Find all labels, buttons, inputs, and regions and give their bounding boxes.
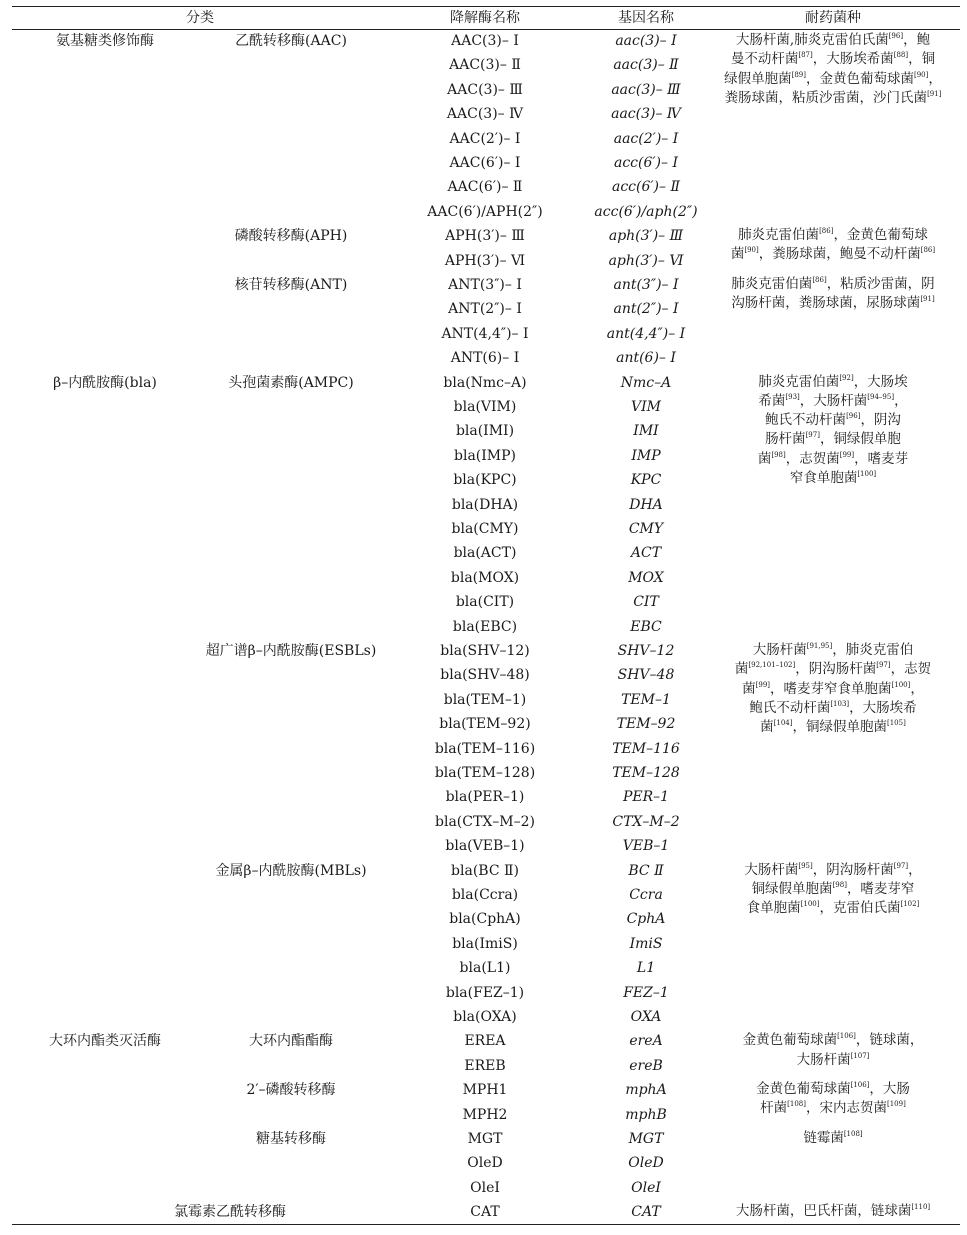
species-text: ，嗜麦芽 xyxy=(854,450,909,467)
resistant-species xyxy=(722,1080,944,1119)
species-text: 大肠杆菌 xyxy=(744,861,799,878)
gene-name: Nmc–A xyxy=(620,374,672,391)
reference-superscript: [98] xyxy=(832,880,847,889)
category-label: 氯霉素乙酰转移酶 xyxy=(174,1204,286,1221)
gene-name: aac(3)– Ⅰ xyxy=(615,33,677,49)
gene-name: aac(3)– Ⅱ xyxy=(613,57,679,74)
subcategory-label: 磷酸转移酶(APH) xyxy=(234,228,348,245)
enzyme-name: bla(SHV–12) xyxy=(440,643,530,659)
species-text: 菌 xyxy=(757,450,772,467)
gene-name: acc(6′)– Ⅱ xyxy=(611,179,680,196)
species-text: 菌 xyxy=(760,719,774,736)
enzyme-name: ANT(6)– Ⅰ xyxy=(450,350,520,367)
enzyme-name: bla(KPC) xyxy=(453,472,517,489)
gene-name: SHV–48 xyxy=(617,667,675,684)
reference-superscript: [96] xyxy=(888,32,904,40)
species-text: 大肠杆菌,肺炎克雷伯氏菌 xyxy=(735,32,889,48)
reference-superscript: [107] xyxy=(850,1051,870,1060)
resistant-line xyxy=(722,275,944,294)
enzyme-name: bla(IMP) xyxy=(454,447,516,464)
gene-name: ant(3″)– Ⅰ xyxy=(613,277,679,293)
species-text: ，大肠 xyxy=(869,1081,910,1098)
gene-name: ImiS xyxy=(629,935,663,952)
resistant-line xyxy=(722,1051,944,1070)
resistant-line xyxy=(722,1031,944,1050)
reference-superscript: [90] xyxy=(744,246,759,255)
reference-superscript: [102] xyxy=(900,900,920,909)
species-text: ，金黄色葡萄球 xyxy=(833,227,928,244)
species-text: ，铜绿假单胞菌 xyxy=(792,719,887,736)
resistant-line xyxy=(722,899,944,918)
resistant-line xyxy=(722,660,944,679)
enzyme-name: bla(PER–1) xyxy=(445,789,525,806)
species-text: ，克雷伯氏菌 xyxy=(819,900,901,917)
enzyme-name: APH(3′)– Ⅲ xyxy=(445,228,525,245)
resistant-line xyxy=(722,718,944,737)
resistant-species xyxy=(722,861,944,919)
species-text: ， xyxy=(894,392,908,409)
species-text: ， xyxy=(908,861,922,878)
enzyme-name: bla(CMY) xyxy=(451,521,519,537)
enzyme-name: bla(TEM–128) xyxy=(434,765,536,781)
reference-superscript: [88] xyxy=(893,51,909,60)
enzyme-name: MGT xyxy=(467,1131,503,1147)
enzyme-name: MPH2 xyxy=(462,1106,508,1123)
enzyme-name: CAT xyxy=(470,1204,500,1221)
species-text: ，链球菌， xyxy=(855,1032,924,1049)
subcategory-label: 超广谱β–内酰胺酶(ESBLs) xyxy=(205,643,377,659)
species-text: ，志贺菌 xyxy=(785,450,840,467)
resistant-line xyxy=(722,70,944,89)
reference-superscript: [99] xyxy=(755,680,771,689)
resistant-species xyxy=(722,275,944,314)
gene-name: BC Ⅱ xyxy=(628,862,664,879)
gene-name: Ccra xyxy=(629,887,663,903)
bottom-rule xyxy=(12,1224,960,1225)
enzyme-name: bla(TEM–116) xyxy=(434,740,536,757)
species-text: ，粘质沙雷菌，阴 xyxy=(826,276,935,292)
gene-name: CphA xyxy=(626,911,666,928)
species-text: ，大肠埃希菌 xyxy=(812,51,894,68)
reference-superscript: [86] xyxy=(920,246,936,255)
enzyme-name: MPH1 xyxy=(462,1082,508,1099)
gene-name: aph(3′)– Ⅲ xyxy=(608,228,684,245)
gene-name: VIM xyxy=(631,399,661,415)
enzyme-name: EREA xyxy=(464,1033,506,1050)
reference-superscript: [95] xyxy=(798,861,813,870)
reference-superscript: [91] xyxy=(920,295,935,304)
enzyme-name: bla(DHA) xyxy=(451,496,519,513)
subcategory-label: 大环内酯酯酶 xyxy=(249,1033,333,1050)
gene-name: VEB–1 xyxy=(622,838,670,855)
gene-name: acc(6′)/aph(2″) xyxy=(594,203,698,220)
header-resistant: 耐药菌种 xyxy=(805,10,861,26)
species-text: ，嗜麦芽窄食单胞菌 xyxy=(770,680,892,697)
gene-name: aac(3)– Ⅳ xyxy=(611,106,681,123)
subcategory-label: 糖基转移酶 xyxy=(256,1131,326,1147)
gene-name: DHA xyxy=(629,496,663,513)
resistant-line xyxy=(722,89,944,108)
species-text: 肺炎克雷伯菌 xyxy=(731,276,813,292)
enzyme-name: bla(TEM–1) xyxy=(443,691,527,708)
species-text: ，宋内志贺菌 xyxy=(806,1100,887,1117)
gene-name: IMI xyxy=(633,423,659,440)
category-label: β–内酰胺酶(bla) xyxy=(53,374,157,391)
species-text: ， xyxy=(928,70,942,87)
resistant-species xyxy=(722,226,944,265)
gene-name: FEZ–1 xyxy=(623,984,669,1001)
reference-superscript: [100] xyxy=(891,680,911,689)
enzyme-name: AAC(6′)– Ⅱ xyxy=(447,179,523,196)
species-text: 窄食单胞菌 xyxy=(789,470,858,487)
enzyme-name: ANT(3″)– Ⅰ xyxy=(448,277,522,293)
reference-superscript: [100] xyxy=(800,900,820,909)
resistant-line xyxy=(722,1099,944,1118)
resistant-line xyxy=(722,50,944,69)
enzyme-name: bla(FEZ–1) xyxy=(445,984,525,1001)
gene-name: aph(3′)– Ⅵ xyxy=(608,252,684,269)
reference-superscript: [106] xyxy=(837,1032,856,1041)
gene-name: EBC xyxy=(630,618,662,635)
reference-superscript: [86] xyxy=(819,227,834,236)
species-text: 鲍氏不动杆菌 xyxy=(765,412,847,429)
reference-superscript: [93] xyxy=(785,392,800,401)
gene-name: CIT xyxy=(633,594,659,611)
resistant-line xyxy=(722,1080,944,1099)
species-text: 粪肠球菌，粘质沙雷菌，沙门氏菌 xyxy=(724,89,928,106)
reference-superscript: [96] xyxy=(846,412,861,421)
species-text: 大肠杆菌 xyxy=(752,642,807,658)
reference-superscript: [87] xyxy=(798,51,813,60)
gene-name: TEM–1 xyxy=(621,691,671,708)
species-text: ，金黄色葡萄球菌 xyxy=(806,70,914,87)
reference-superscript: [97] xyxy=(805,431,820,440)
enzyme-name: bla(VEB–1) xyxy=(445,838,525,855)
species-text: 大肠杆菌，巴氏杆菌，链球菌 xyxy=(735,1203,912,1220)
species-text: ，阴沟肠杆菌 xyxy=(812,861,894,878)
reference-superscript: [99] xyxy=(839,450,855,459)
resistant-line xyxy=(722,430,944,449)
enzyme-name: AAC(6′)– Ⅰ xyxy=(449,155,521,171)
enzyme-name: OleD xyxy=(467,1155,503,1172)
gene-name: KPC xyxy=(630,472,662,489)
reference-superscript: [109] xyxy=(887,1100,906,1109)
resistant-line xyxy=(722,1202,944,1221)
reference-superscript: [90] xyxy=(914,70,929,79)
resistant-line xyxy=(722,226,944,245)
enzyme-name: AAC(6′)/APH(2″) xyxy=(427,203,543,220)
resistant-species xyxy=(722,1031,944,1070)
reference-superscript: [104] xyxy=(773,719,793,728)
reference-superscript: [91,95] xyxy=(806,642,833,650)
species-text: 金黄色葡萄球菌 xyxy=(742,1032,838,1049)
reference-superscript: [110] xyxy=(911,1203,931,1212)
species-text: 链霉菌 xyxy=(803,1130,844,1146)
resistant-species xyxy=(722,1202,944,1221)
gene-name: ant(6)– Ⅰ xyxy=(616,350,676,367)
reference-superscript: [89] xyxy=(791,70,806,79)
enzyme-name: bla(TEM–92) xyxy=(439,716,531,733)
gene-name: mphA xyxy=(625,1082,667,1099)
resistant-line xyxy=(722,373,944,392)
resistant-line xyxy=(722,392,944,411)
resistant-line xyxy=(722,411,944,430)
reference-superscript: [108] xyxy=(843,1130,863,1138)
resistant-line xyxy=(722,680,944,699)
resistant-line xyxy=(722,450,944,469)
enzyme-name: bla(Ccra) xyxy=(451,887,519,903)
species-text: ，铜绿假单胞 xyxy=(819,431,901,448)
gene-name: ant(4,4″)– Ⅰ xyxy=(606,325,686,342)
enzyme-name: bla(IMI) xyxy=(455,423,515,440)
subcategory-label: 头孢菌素酶(AMPC) xyxy=(228,374,354,391)
reference-superscript: [91] xyxy=(927,89,942,98)
species-text: 希菌 xyxy=(758,392,786,409)
reference-superscript: [94–95] xyxy=(867,392,895,401)
gene-name: TEM–128 xyxy=(612,765,680,781)
enzyme-name: bla(ImiS) xyxy=(452,935,518,952)
gene-name: MOX xyxy=(628,569,664,586)
species-text: ，阴沟 xyxy=(860,412,901,429)
gene-name: ereA xyxy=(629,1033,663,1050)
gene-name: PER–1 xyxy=(622,789,670,806)
species-text: 肺炎克雷伯菌 xyxy=(738,227,820,244)
species-text: 菌 xyxy=(730,246,745,263)
resistant-line xyxy=(722,861,944,880)
gene-name: ereB xyxy=(629,1057,663,1074)
resistant-line xyxy=(722,1129,944,1148)
species-text: ，大肠杆菌 xyxy=(799,392,868,409)
enzyme-name: bla(ACT) xyxy=(453,545,517,562)
species-text: ，铜 xyxy=(908,51,936,68)
resistant-species xyxy=(722,373,944,489)
enzyme-name: bla(CIT) xyxy=(455,594,515,611)
species-text: 肠杆菌 xyxy=(765,431,806,448)
gene-name: ACT xyxy=(630,545,662,562)
header-category: 分类 xyxy=(186,10,214,26)
gene-name: OleI xyxy=(631,1179,661,1196)
species-text: ，大肠埃希 xyxy=(849,699,917,716)
resistant-line xyxy=(722,880,944,899)
enzyme-name: bla(L1) xyxy=(459,960,511,977)
reference-superscript: [100] xyxy=(857,470,877,479)
gene-name: acc(6′)– Ⅰ xyxy=(613,155,679,171)
enzyme-name: AAC(3)– Ⅱ xyxy=(449,57,521,74)
species-text: ，肺炎克雷伯 xyxy=(832,642,914,658)
gene-name: OXA xyxy=(630,1009,662,1025)
enzyme-name: bla(BC Ⅱ) xyxy=(451,862,519,879)
gene-name: aac(2′)– Ⅰ xyxy=(613,130,679,147)
resistant-species xyxy=(722,1129,944,1148)
species-text: ，大肠埃 xyxy=(853,373,908,390)
reference-superscript: [105] xyxy=(887,719,906,728)
gene-name: CAT xyxy=(631,1204,661,1221)
enzyme-name: bla(Nmc–A) xyxy=(443,374,527,391)
species-text: 杆菌 xyxy=(760,1100,788,1117)
enzyme-name: bla(MOX) xyxy=(450,569,520,586)
species-text: 铜绿假单胞菌 xyxy=(751,880,833,897)
gene-name: OleD xyxy=(628,1155,664,1172)
species-text: 金黄色葡萄球菌 xyxy=(756,1081,851,1098)
species-text: 鲍氏不动杆菌 xyxy=(749,699,831,716)
reference-superscript: [92,101–102] xyxy=(748,661,796,670)
species-text: 菌 xyxy=(742,680,756,697)
species-text: 大肠杆菌 xyxy=(796,1051,851,1068)
enzyme-name: ANT(2″)– Ⅰ xyxy=(448,301,522,318)
enzyme-name: AAC(3)– Ⅰ xyxy=(451,33,519,49)
gene-name: MGT xyxy=(628,1131,664,1147)
enzyme-name: OleI xyxy=(470,1179,500,1196)
enzyme-name: bla(SHV–48) xyxy=(440,667,530,684)
subcategory-label: 乙酰转移酶(AAC) xyxy=(235,33,347,49)
resistant-line xyxy=(722,641,944,660)
species-text: ，阴沟肠杆菌 xyxy=(795,661,877,678)
gene-name: CTX–M–2 xyxy=(612,813,680,830)
category-label: 氨基糖类修饰酶 xyxy=(56,33,154,49)
resistant-line xyxy=(722,31,944,50)
reference-superscript: [92] xyxy=(839,373,854,382)
subcategory-label: 核苷转移酶(ANT) xyxy=(234,277,348,293)
subcategory-label: 金属β–内酰胺酶(MBLs) xyxy=(215,862,367,879)
species-text: ，嗜麦芽窄 xyxy=(846,880,915,897)
enzyme-name: bla(EBC) xyxy=(452,618,518,635)
species-text: ，志贺 xyxy=(890,661,932,678)
enzyme-name: EREB xyxy=(464,1057,506,1074)
species-text: ，鲍 xyxy=(903,32,931,48)
species-text: 沟肠杆菌，粪肠球菌，尿肠球菌 xyxy=(731,295,921,312)
header-enzyme: 降解酶名称 xyxy=(450,10,520,26)
species-text: 曼不动杆菌 xyxy=(730,51,799,68)
gene-name: ant(2″)– Ⅰ xyxy=(613,301,679,318)
species-text: 菌 xyxy=(734,661,749,678)
species-text: ，粪肠球菌，鲍曼不动杆菌 xyxy=(758,246,921,263)
species-text: ， xyxy=(910,680,924,697)
resistant-line xyxy=(722,469,944,488)
enzyme-name: APH(3′)– Ⅵ xyxy=(444,252,526,269)
reference-superscript: [98] xyxy=(771,450,786,459)
reference-superscript: [108] xyxy=(787,1100,806,1109)
enzyme-name: AAC(3)– Ⅳ xyxy=(446,106,524,123)
enzyme-name: bla(VIM) xyxy=(453,399,517,415)
gene-name: SHV–12 xyxy=(617,643,675,659)
gene-name: IMP xyxy=(631,447,661,464)
enzyme-name: AAC(3)– Ⅲ xyxy=(447,81,523,98)
species-text: 食单胞菌 xyxy=(746,900,801,917)
resistant-species xyxy=(722,641,944,737)
reference-superscript: [97] xyxy=(876,661,891,670)
enzyme-name: AAC(2′)– Ⅰ xyxy=(449,130,521,147)
resistant-line xyxy=(722,699,944,718)
resistant-line xyxy=(722,294,944,313)
species-text: 肺炎克雷伯菌 xyxy=(758,373,840,390)
subcategory-label: 2′–磷酸转移酶 xyxy=(246,1082,336,1099)
reference-superscript: [86] xyxy=(812,276,827,284)
resistant-species xyxy=(722,31,944,108)
gene-name: L1 xyxy=(636,960,656,977)
reference-superscript: [106] xyxy=(850,1081,870,1090)
enzyme-name: bla(CTX–M–2) xyxy=(435,813,535,830)
reference-superscript: [103] xyxy=(830,699,850,708)
header-gene: 基因名称 xyxy=(618,10,674,26)
resistant-line xyxy=(722,245,944,264)
enzyme-name: ANT(4,4″)– Ⅰ xyxy=(441,325,529,342)
category-label: 大环内酯类灭活酶 xyxy=(49,1033,161,1050)
gene-name: TEM–116 xyxy=(612,740,680,757)
enzyme-name: bla(OXA) xyxy=(453,1009,517,1025)
gene-name: mphB xyxy=(625,1106,667,1123)
gene-name: TEM–92 xyxy=(616,716,676,733)
gene-name: aac(3)– Ⅲ xyxy=(611,81,681,98)
enzyme-name: bla(CphA) xyxy=(449,911,521,928)
reference-superscript: [97] xyxy=(893,861,909,870)
species-text: 绿假单胞菌 xyxy=(724,70,792,87)
gene-name: CMY xyxy=(628,521,664,537)
